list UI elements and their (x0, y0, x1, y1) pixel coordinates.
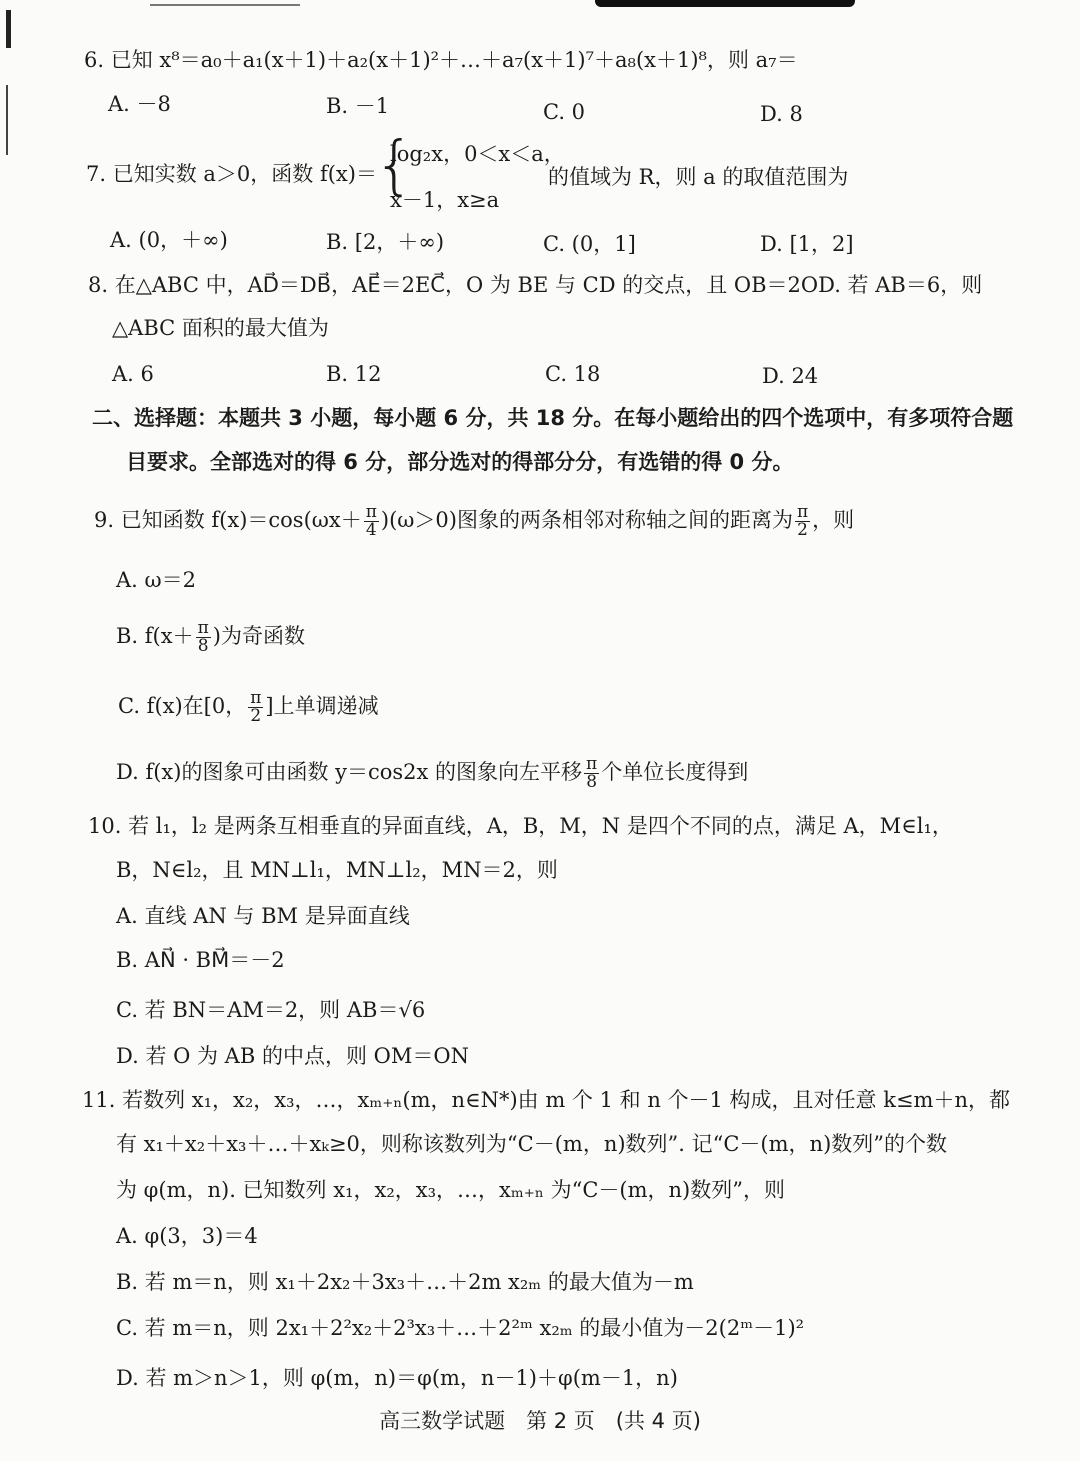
q11-option-b: B. 若 m＝n，则 x₁＋2x₂＋3x₃＋…＋2m x₂ₘ 的最大值为－m (116, 1270, 694, 1294)
scan-edge-mark (6, 10, 11, 48)
fraction-numerator: π (796, 502, 809, 522)
page-footer: 高三数学试题 第 2 页 (共 4 页) (379, 1409, 701, 1433)
q11-option-d: D. 若 m＞n＞1，则 φ(m，n)＝φ(m，n－1)＋φ(m－1，n) (116, 1366, 678, 1390)
q9-option-c-fraction (248, 690, 263, 725)
q9-option-c (118, 690, 379, 725)
q9-option-b-fraction (196, 620, 211, 655)
q6-stem: 6. 已知 x⁸＝a₀＋a₁(x＋1)＋a₂(x＋1)²＋…＋a₇(x＋1)⁷＋a₈(x＋1)⁸，则 a₇＝ (84, 48, 798, 72)
q7-option-b: B. [2，＋∞) (326, 230, 445, 254)
q7-option-d: D. [1，2] (760, 232, 854, 256)
q9-option-c-part-b: ]上单调递减 (265, 694, 379, 718)
q7-option-a: A. (0，＋∞) (110, 228, 228, 252)
q10-option-a: A. 直线 AN 与 BM 是异面直线 (116, 904, 410, 928)
q9-option-b-part-b: )为奇函数 (212, 624, 305, 648)
q9-stem-part-c: ，则 (812, 508, 855, 532)
q9-option-d-part-a: D. f(x)的图象可由函数 y＝cos2x 的图象向左平移 (116, 760, 583, 784)
q9-option-a: A. ω＝2 (116, 568, 197, 592)
q9-option-c-part-a: C. f(x)在[0， (118, 694, 247, 718)
q8-stem-line1: 8. 在△ABC 中，AD⃗＝DB⃗，AE⃗＝2EC⃗，O 为 BE 与 CD 的交点，且 OB＝2OD. 若 AB＝6，则 (88, 273, 983, 297)
q7-stem-suffix: 的值域为 R，则 a 的取值范围为 (548, 165, 849, 189)
q9-option-b (116, 620, 305, 655)
fraction-denominator: 4 (365, 520, 377, 540)
fraction-numerator: π (365, 502, 377, 522)
q10-stem-line1: 10. 若 l₁，l₂ 是两条互相垂直的异面直线，A，B，M，N 是四个不同的点，满足 A，M∈l₁， (88, 814, 953, 838)
q10-option-c: C. 若 BN＝AM＝2，则 AB＝√6 (116, 998, 426, 1022)
q9-fraction-pi-2 (795, 504, 810, 539)
q6-option-c: C. 0 (543, 100, 586, 124)
q8-option-d: D. 24 (762, 364, 819, 388)
section2-heading-line1: 二、选择题：本题共 3 小题，每小题 6 分，共 18 分。在每小题给出的四个选项中，有多项符合题 (92, 406, 1014, 430)
q9-stem-part-b: )(ω＞0)图象的两条相邻对称轴之间的距离为 (380, 508, 793, 532)
q9-stem-part-a: 9. 已知函数 f(x)＝cos(ωx＋ (94, 508, 362, 532)
q6-option-b: B. －1 (326, 94, 390, 118)
fraction-numerator: π (197, 618, 209, 638)
q9-option-d-part-b: 个单位长度得到 (601, 760, 749, 784)
q8-option-a: A. 6 (112, 362, 154, 386)
q10-option-d: D. 若 O 为 AB 的中点，则 OM＝ON (116, 1044, 469, 1068)
q6-option-d: D. 8 (760, 102, 803, 126)
q10-option-b: B. AN⃗ · BM⃗＝－2 (116, 948, 285, 972)
q8-option-c: C. 18 (545, 362, 601, 386)
q9-option-b-part-a: B. f(x＋ (116, 624, 194, 648)
q6-option-a: A. －8 (108, 92, 171, 116)
fraction-numerator: π (586, 754, 598, 774)
q11-option-c: C. 若 m＝n，则 2x₁＋2²x₂＋2³x₃＋…＋2²ᵐ x₂ₘ 的最小值为－2(2ᵐ－1)² (116, 1316, 805, 1340)
q7-stem-prefix: 7. 已知实数 a＞0，函数 f(x)＝ (86, 162, 377, 186)
q8-stem-line2: △ABC 面积的最大值为 (112, 316, 329, 340)
scan-edge-mark (6, 85, 8, 155)
fraction-denominator: 2 (797, 520, 808, 540)
q7-case-1: log₂x，0＜x＜a， (390, 142, 565, 166)
q10-stem-line2: B，N∈l₂，且 MN⊥l₁，MN⊥l₂，MN＝2，则 (116, 858, 558, 882)
q9-fraction-pi-4 (364, 504, 379, 539)
fraction-denominator: 8 (197, 636, 209, 656)
q7-brace: { (374, 129, 415, 203)
top-rule (150, 4, 300, 6)
q11-stem-line1: 11. 若数列 x₁，x₂，x₃，…，xₘ₊ₙ(m，n∈N*)由 m 个 1 和 n 个－1 构成，且对任意 k≤m＋n，都 (82, 1088, 1010, 1112)
q9-option-d (116, 756, 748, 791)
q11-stem-line3: 为 φ(m，n). 已知数列 x₁，x₂，x₃，…，xₘ₊ₙ 为“C－(m，n)数列”，则 (116, 1178, 785, 1202)
q7-option-c: C. (0，1] (543, 232, 636, 256)
q7-case-2: x－1，x≥a (390, 188, 500, 212)
q9-stem (94, 504, 854, 539)
q11-stem-line2: 有 x₁＋x₂＋x₃＋…＋xₖ≥0，则称该数列为“C－(m，n)数列”. 记“C－(m，n)数列”的个数 (116, 1132, 947, 1156)
fraction-denominator: 8 (586, 772, 598, 792)
fraction-numerator: π (250, 688, 262, 708)
fraction-denominator: 2 (250, 706, 262, 726)
top-scan-bar (595, 0, 855, 7)
q9-option-d-fraction (584, 756, 599, 791)
q11-option-a: A. φ(3，3)＝4 (116, 1224, 258, 1248)
section2-heading-line2: 目要求。全部选对的得 6 分，部分选对的得部分分，有选错的得 0 分。 (126, 450, 794, 474)
q8-option-b: B. 12 (326, 362, 382, 386)
